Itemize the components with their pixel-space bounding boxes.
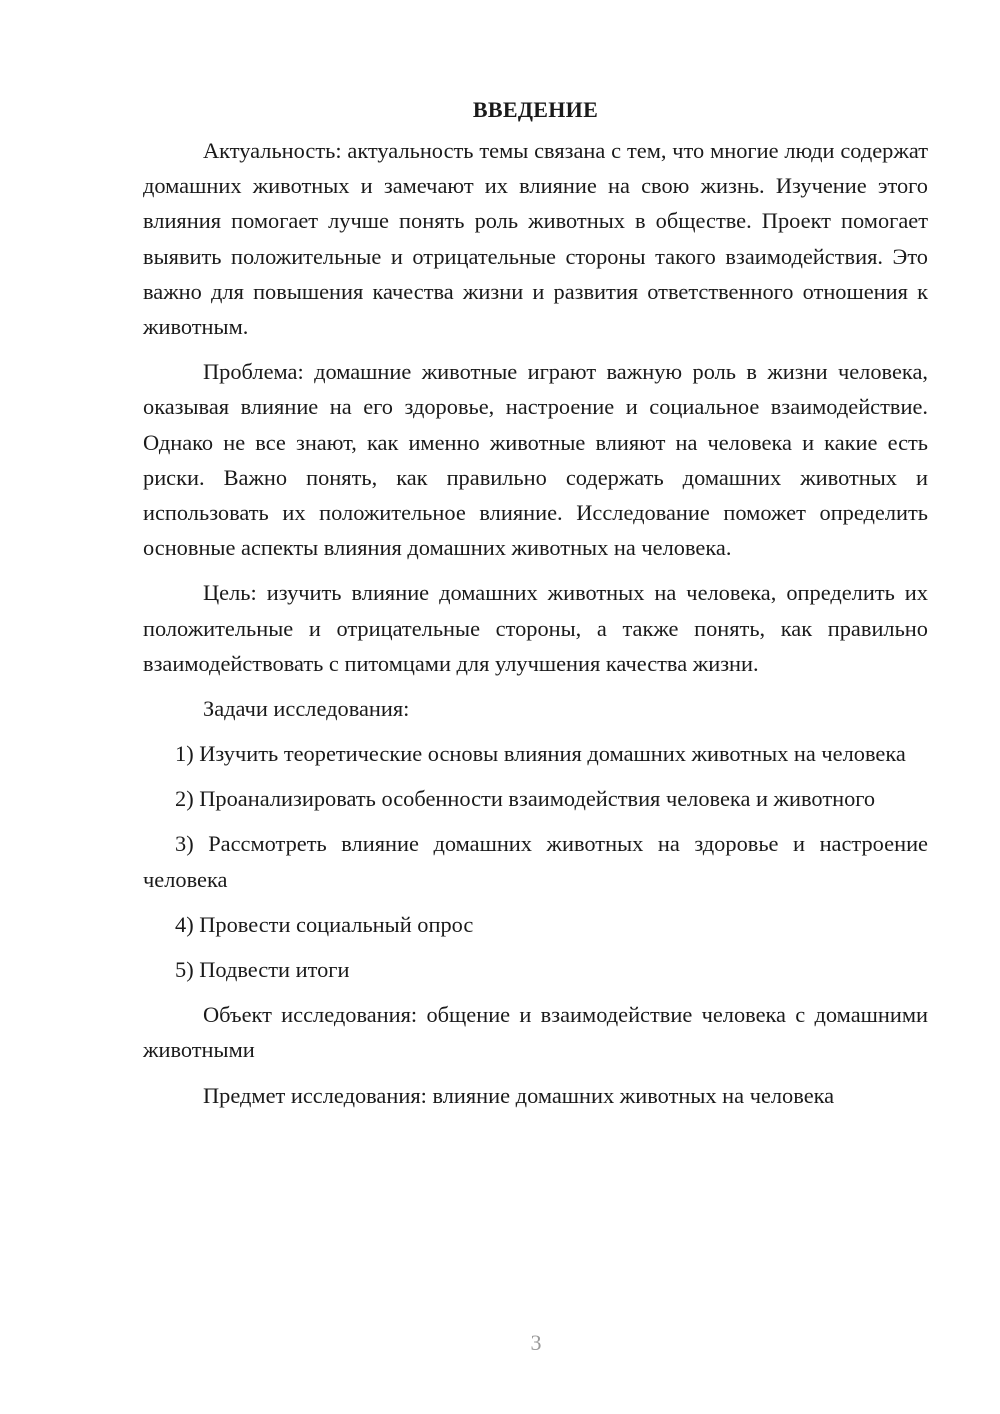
spacer (143, 816, 928, 826)
goal-paragraph: Цель: изучить влияние домашних животных на человека, определить их положительные и отрицательные стороны, а также понять, как правильно взаимодействовать с питомцами для улучшения качества жизни. (143, 580, 928, 676)
task-item: 5) Подвести итоги (175, 957, 350, 983)
relevance-paragraph: Актуальность: актуальность темы связана с тем, что многие люди содержат домашних животных и замечают их влияние на свою жизнь. Изучение этого влияния помогает лучше понять роль животных в обществе. Проект помогает выявить положительные и отрицательные стороны такого взаимодействия. Это важно для повышения качества жизни и развития ответственного отношения к животным. (143, 138, 928, 340)
spacer (143, 565, 928, 575)
spacer (143, 987, 928, 997)
subject-paragraph: Предмет исследования: влияние домашних животных на человека (203, 1082, 835, 1108)
task-item: 2) Проанализировать особенности взаимодействия человека и животного (175, 786, 876, 812)
spacer (143, 344, 928, 354)
tasks-heading: Задачи исследования: (203, 696, 410, 722)
spacer (143, 1068, 928, 1078)
page-number: 3 (530, 1330, 542, 1355)
spacer (143, 681, 928, 691)
task-item: 3) Рассмотреть влияние домашних животных на здоровье и настроение человека (143, 831, 928, 892)
spacer (143, 771, 928, 781)
task-item: 4) Провести социальный опрос (175, 911, 474, 937)
page-title: ВВЕДЕНИЕ (472, 97, 599, 122)
spacer (143, 942, 928, 952)
object-paragraph: Объект исследования: общение и взаимодействие человека с домашними животными (143, 1002, 928, 1063)
document-page (143, 92, 928, 1113)
problem-paragraph: Проблема: домашние животные играют важную роль в жизни человека, оказывая влияние на его здоровье, настроение и социальное взаимодействие. Однако не все знают, как именно животные влияют на человека и какие есть риски. Важно понять, как правильно содержать домашних животных и использовать их положительное влияние. Исследование поможет определить основные аспекты влияния домашних животных на человека. (143, 359, 928, 561)
spacer (143, 897, 928, 907)
task-item: 1) Изучить теоретические основы влияния домашних животных на человека (175, 741, 906, 767)
spacer (143, 726, 928, 736)
